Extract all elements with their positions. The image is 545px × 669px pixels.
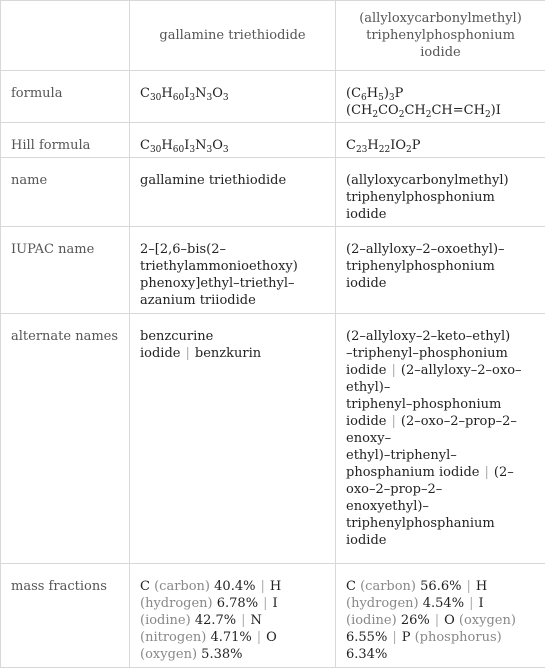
- formula-subscript: 30: [149, 93, 162, 103]
- row-hill-formula: [1, 123, 545, 158]
- formula-a: $C_{30}H_{60}I_3N_3O_3$: [130, 71, 336, 123]
- alternate-name-item: (2–oxo–2–prop–2–enoxy– ethyl)–triphenyl– phosphanium iodide: [346, 414, 517, 480]
- mass-fraction-item: H (hydrogen) 6.78%: [140, 579, 282, 611]
- alternate-names-b: [336, 314, 545, 564]
- row-label-formula: formula: [1, 71, 130, 123]
- formula-subscript: 2: [398, 110, 405, 120]
- row-label-alternate-names: alternate names: [1, 314, 130, 564]
- element-name: (oxygen): [458, 613, 516, 628]
- element-name: (carbon): [360, 579, 417, 594]
- formula-subscript: 30: [149, 145, 162, 155]
- list-separator: |: [391, 363, 396, 378]
- list-separator: |: [391, 414, 396, 429]
- formula-subscript: 60: [172, 145, 185, 155]
- list-separator: |: [466, 579, 471, 594]
- header-compound-b: (allyloxycarbonylmethyl) triphenylphosphonium iodide: [336, 1, 545, 71]
- formula-subscript: 23: [355, 145, 368, 155]
- row-mass-fractions: [1, 564, 545, 668]
- mass-fractions-a: [130, 564, 336, 668]
- name-b: (allyloxycarbonylmethyl) triphenylphosphonium iodide: [336, 158, 545, 227]
- list-separator: |: [256, 630, 262, 645]
- alternate-name-item: (2–allyloxy–2–keto–ethyl) –triphenyl–phosphonium iodide: [346, 329, 511, 378]
- row-label-mass-fractions: mass fractions: [1, 564, 130, 668]
- formula-subscript: 3: [189, 145, 196, 155]
- row-label-iupac-name: IUPAC name: [1, 227, 130, 314]
- header-row: [1, 1, 545, 71]
- formula-subscript: 3: [222, 145, 229, 155]
- list-separator: |: [260, 579, 265, 594]
- header-empty-cell: [1, 1, 130, 71]
- mass-fraction-item: P (phosphorus) 6.34%: [346, 630, 502, 662]
- iupac-name-b: (2–allyloxy–2–oxoethyl)– triphenylphosphonium iodide: [336, 227, 545, 314]
- mass-fraction-item: N (nitrogen) 4.71%: [140, 613, 262, 645]
- formula-subscript: 2: [372, 110, 379, 120]
- list-separator: |: [263, 596, 268, 611]
- alternate-name-item: (2–allyloxy–2–oxo–ethyl)– triphenyl–phosphonium iodide: [346, 363, 522, 429]
- formula-subscript: 3: [189, 93, 196, 103]
- element-name: (iodine): [140, 613, 191, 628]
- element-name: (hydrogen): [140, 596, 213, 611]
- list-separator: |: [484, 465, 489, 480]
- mass-fraction-item: C (carbon) 56.6%: [346, 579, 462, 594]
- formula-subscript: 2: [425, 110, 432, 120]
- formula-subscript: 5: [378, 93, 384, 103]
- alternate-name-item: benzcurine iodide: [140, 329, 214, 361]
- alternate-names-a: [130, 314, 336, 564]
- list-separator: |: [469, 596, 474, 611]
- element-name: (iodine): [346, 613, 397, 628]
- list-separator: |: [434, 613, 440, 628]
- list-separator: |: [392, 630, 397, 645]
- element-name: (hydrogen): [346, 596, 419, 611]
- row-alternate-names: [1, 314, 545, 564]
- row-label-name: name: [1, 158, 130, 227]
- formula-subscript: 3: [388, 93, 395, 103]
- list-separator: |: [185, 346, 190, 361]
- mass-fraction-item: I (iodine) 42.7%: [140, 596, 278, 628]
- row-iupac-name: [1, 227, 545, 314]
- formula-subscript: 2: [484, 110, 491, 120]
- formula-subscript: 2: [406, 145, 412, 155]
- iupac-name-a: 2–[2,6–bis(2– triethylammonioethoxy) phenoxy]ethyl–triethyl– azanium triiodide: [130, 227, 336, 314]
- element-name: (nitrogen): [140, 630, 207, 645]
- formula-subscript: 60: [172, 93, 185, 103]
- row-label-hill-formula: Hill formula: [1, 123, 130, 158]
- mass-fraction-item: C (carbon) 40.4%: [140, 579, 256, 594]
- mass-fraction-item: O (oxygen) 6.55%: [346, 613, 516, 645]
- header-compound-a: gallamine triethiodide: [130, 1, 336, 71]
- row-name: [1, 158, 545, 227]
- mass-fraction-item: I (iodine) 26%: [346, 596, 484, 628]
- alternate-name-item: (2–oxo–2–prop–2– enoxyethyl)– triphenylphosphanium iodide: [346, 465, 514, 548]
- list-separator: |: [241, 613, 246, 628]
- row-formula: [1, 71, 545, 123]
- formula-subscript: 3: [222, 93, 229, 103]
- formula-b: $(C_6H_5)_3P$ $(CH_2CO_2CH_2CH=CH_2)I$: [336, 71, 545, 123]
- formula-subscript: 3: [206, 145, 213, 155]
- formula-subscript: 6: [361, 93, 367, 103]
- mass-fraction-item: O (oxygen) 5.38%: [140, 630, 277, 662]
- element-name: (oxygen): [140, 647, 198, 662]
- name-a: gallamine triethiodide: [130, 158, 336, 227]
- hill-formula-b: $C_{23}H_{22}IO_2P$: [336, 123, 545, 158]
- hill-formula-a: $C_{30}H_{60}I_3N_3O_3$: [130, 123, 336, 158]
- element-name: (phosphorus): [414, 630, 502, 645]
- alternate-name-item: benzkurin: [194, 346, 262, 361]
- element-name: (carbon): [154, 579, 211, 594]
- formula-subscript: 22: [378, 145, 391, 155]
- mass-fraction-item: H (hydrogen) 4.54%: [346, 579, 488, 611]
- formula-subscript: 3: [206, 93, 213, 103]
- mass-fractions-b: [336, 564, 545, 668]
